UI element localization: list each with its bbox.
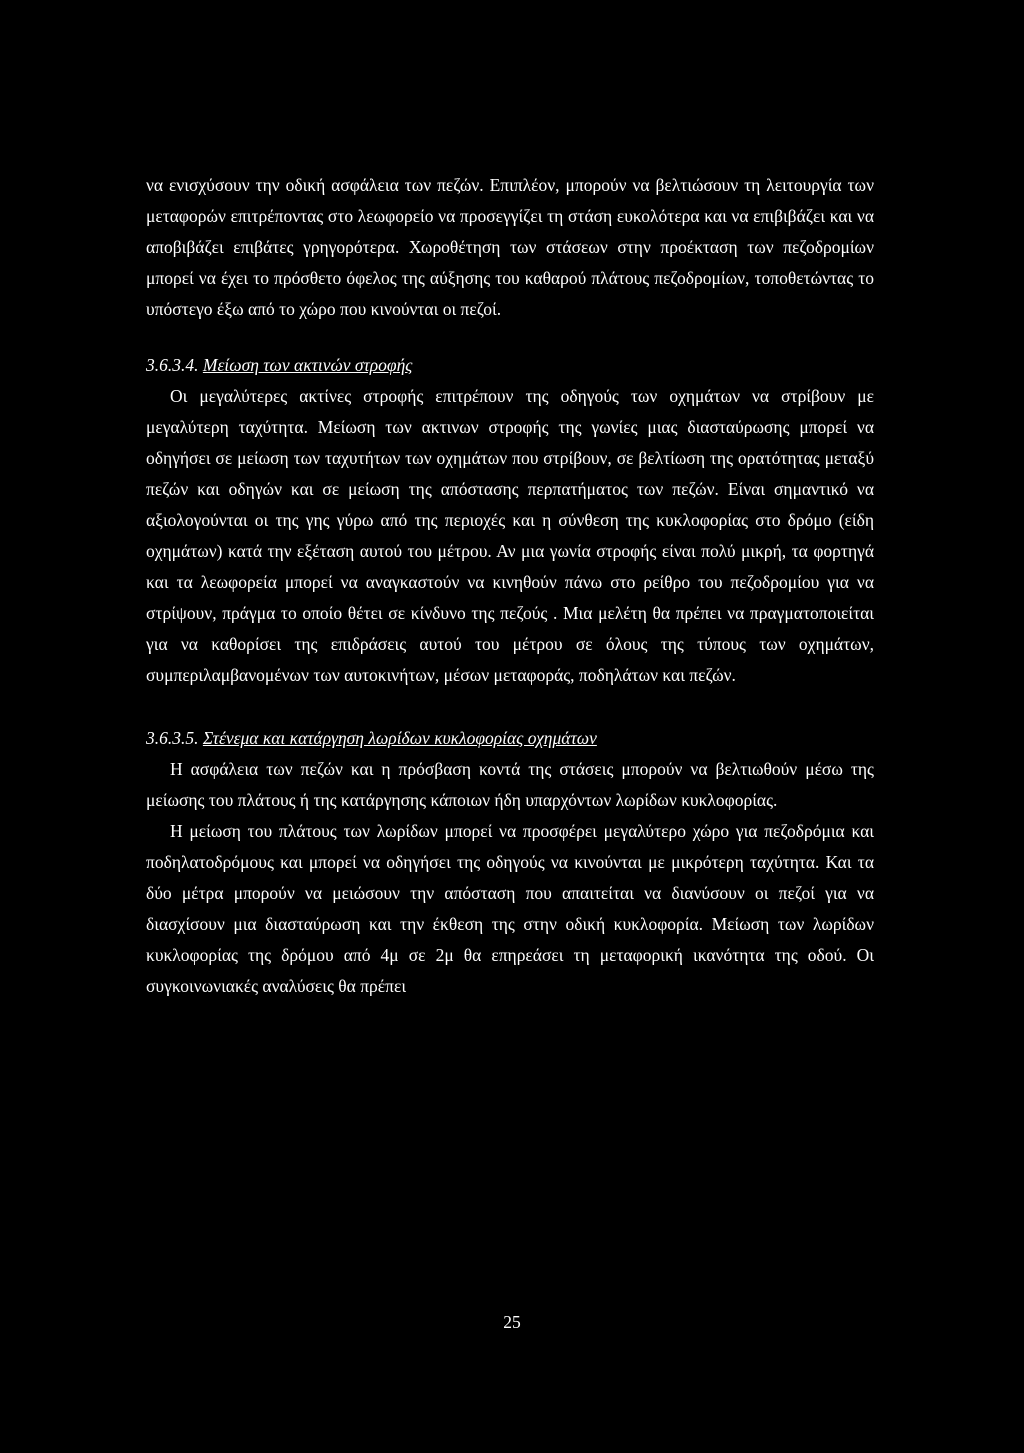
section-heading-3-6-3-5	[146, 723, 874, 754]
section-title: Στένεμα και κατάργηση λωρίδων κυκλοφορίας οχημάτων	[202, 728, 597, 748]
section-number: 3.6.3.5.	[146, 728, 199, 748]
spacer	[146, 691, 874, 723]
section-heading-3-6-3-4	[146, 350, 874, 381]
section-number: 3.6.3.4.	[146, 355, 199, 375]
paragraph-lane-width-reduction: Η μείωση του πλάτους των λωρίδων μπορεί να προσφέρει μεγαλύτερο χώρο για πεζοδρόμια και ποδηλατοδρόμους και μπορεί να οδηγήσει της οδηγούς να κινούνται με μικρότερη ταχύτητα. Και τα δύο μέτρα μπορούν να μειώσουν την απόσταση που απαιτείται να διανύσουν οι πεζοί για να διασχίσουν μια διασταύρωση και την έκθεση της στην οδική κυκλοφορία. Μείωση των λωρίδων κυκλοφορίας της δρόμου από 4μ σε 2μ θα επηρεάσει τη μεταφορική ικανότητα της οδού. Οι συγκοινωνιακές αναλύσεις θα πρέπει	[146, 821, 874, 996]
document-page	[146, 170, 874, 1002]
paragraph-turning-radii: Οι μεγαλύτερες ακτίνες στροφής επιτρέπουν της οδηγούς των οχημάτων να στρίβουν με μεγαλύτερη ταχύτητα. Μείωση των ακτινων στροφής της γωνίες μιας διασταύρωσης μπορεί να οδηγήσει σε μείωση των ταχυτήτων των οχημάτων που στρίβουν, σε βελτίωση της ορατότητας μεταξύ πεζών και οδηγών και σε μείωση της απόστασης περπατήματος των πεζών. Είναι σημαντικό να αξιολογούνται οι της γης γύρω από της περιοχές και η σύνθεση της κυκλοφορίας στο δρόμο (είδη οχημάτων) κατά την εξέταση αυτού του μέτρου. Αν μια γωνία στροφής είναι πολύ μικρή, τα φορτηγά και τα λεωφορεία μπορεί να αναγκαστούν να κινηθούν πάνω στο ρείθρο του πεζοδρομίου για να στρίψουν, πράγμα το οποίο θέτει σε κίνδυνο της πεζούς . Μια μελέτη θα πρέπει να πραγματοποιείται για να καθορίσει της επιδράσεις αυτού του μέτρου σε όλους της τύπους των οχημάτων, συμπεριλαμβανομένων των αυτοκινήτων, μέσων μεταφοράς, ποδηλάτων και πεζών.	[146, 386, 874, 685]
section-title: Μείωση των ακτινών στροφής	[202, 355, 413, 375]
spacer	[146, 325, 874, 350]
paragraph-continuation: να ενισχύσουν την οδική ασφάλεια των πεζών. Επιπλέον, μπορούν να βελτιώσουν τη λειτουργία των μεταφορών επιτρέποντας στο λεωφορείο να προσεγγίζει τη στάση ευκολότερα και να επιβιβάζει και να αποβιβάζει επιβάτες γρηγορότερα. Χωροθέτηση των στάσεων στην προέκταση των πεζοδρομίων μπορεί να έχει το πρόσθετο όφελος της αύξησης του καθαρού πλάτους πεζοδρομίων, τοποθετώντας το υπόστεγο έξω από το χώρο που κινούνται οι πεζοί.	[146, 175, 874, 319]
paragraph-lane-reduction-intro: Η ασφάλεια των πεζών και η πρόσβαση κοντά της στάσεις μπορούν να βελτιωθούν μέσω της μείωσης του πλάτους ή της κατάργησης κάποιων ήδη υπαρχόντων λωρίδων κυκλοφορίας.	[146, 759, 874, 810]
page-number: 25	[503, 1312, 521, 1332]
